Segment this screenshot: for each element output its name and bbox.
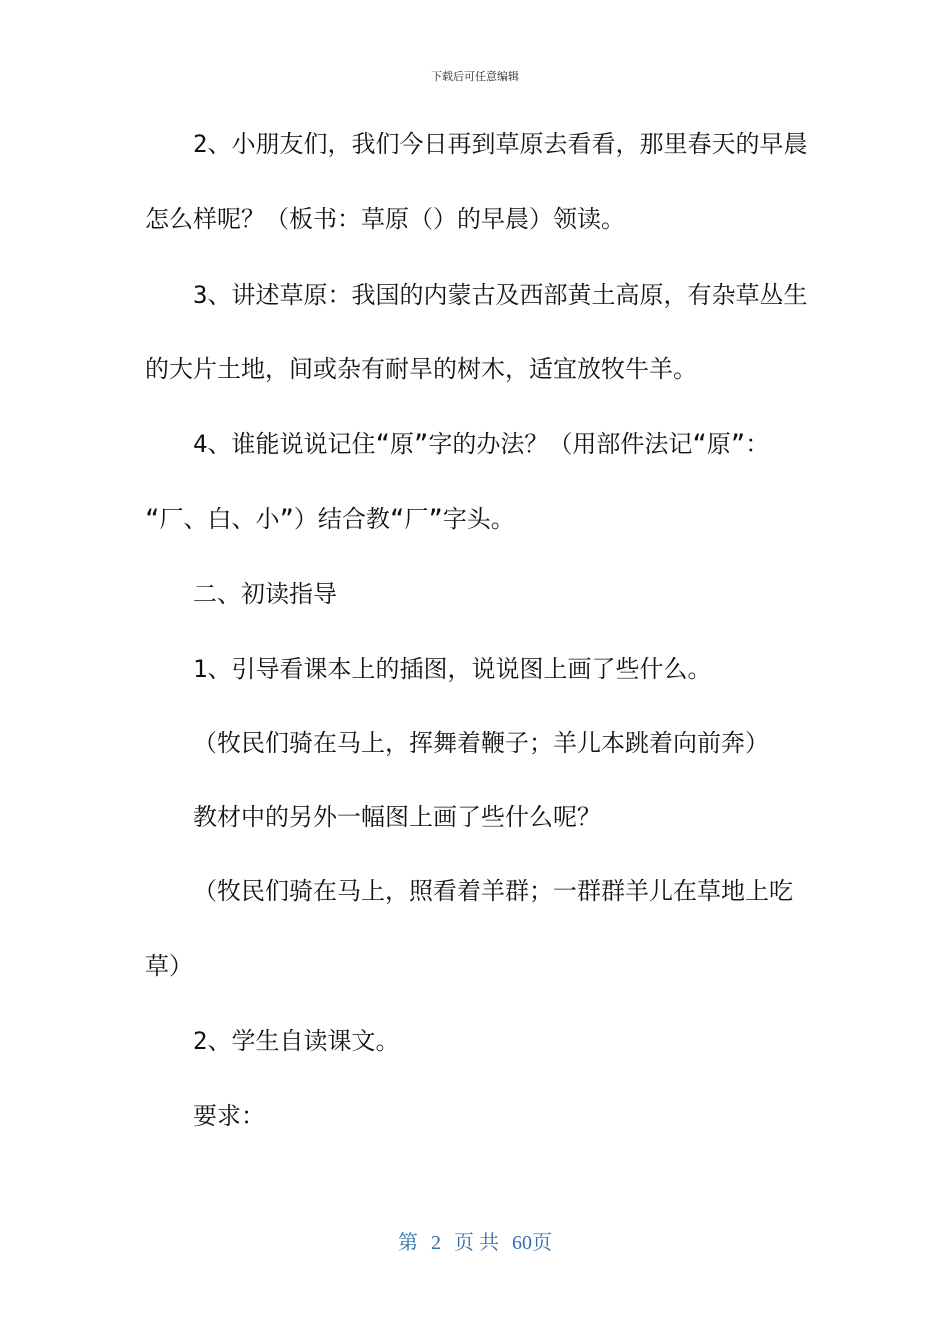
- body-line: 要求：: [193, 1102, 265, 1130]
- body-line: 2、学生自读课文。: [193, 1027, 400, 1055]
- body-line: “厂、白、小”）结合教“厂”字头。: [145, 505, 515, 533]
- body-line: 3、讲述草原：我国的内蒙古及西部黄土高原，有杂草丛生: [193, 281, 808, 309]
- section-heading: 二、初读指导: [193, 580, 337, 608]
- body-line: 教材中的另外一幅图上画了些什么呢？: [193, 803, 601, 831]
- footer-total: 60页: [512, 1232, 552, 1254]
- body-line: 2、小朋友们，我们今日再到草原去看看，那里春天的早晨: [193, 130, 808, 158]
- body-line: 的大片土地，间或杂有耐旱的树木，适宜放牧牛羊。: [145, 355, 697, 383]
- footer-page-number: 2: [431, 1232, 441, 1254]
- body-line: （牧民们骑在马上，照看着羊群；一群群羊儿在草地上吃: [193, 877, 793, 905]
- footer-mid: 页 共: [454, 1232, 499, 1254]
- body-line: 草）: [145, 952, 193, 980]
- body-line: 4、谁能说说记住“原”字的办法？（用部件法记“原”：: [193, 430, 770, 458]
- footer-prefix: 第: [398, 1232, 418, 1254]
- body-line: （牧民们骑在马上，挥舞着鞭子；羊儿本跳着向前奔）: [193, 729, 769, 757]
- page-footer: [0, 1226, 950, 1255]
- page-header: 下载后可任意编辑: [431, 70, 519, 83]
- body-line: 怎么样呢？（板书：草原（）的早晨）领读。: [145, 205, 625, 233]
- body-line: 1、引导看课本上的插图，说说图上画了些什么。: [193, 655, 712, 683]
